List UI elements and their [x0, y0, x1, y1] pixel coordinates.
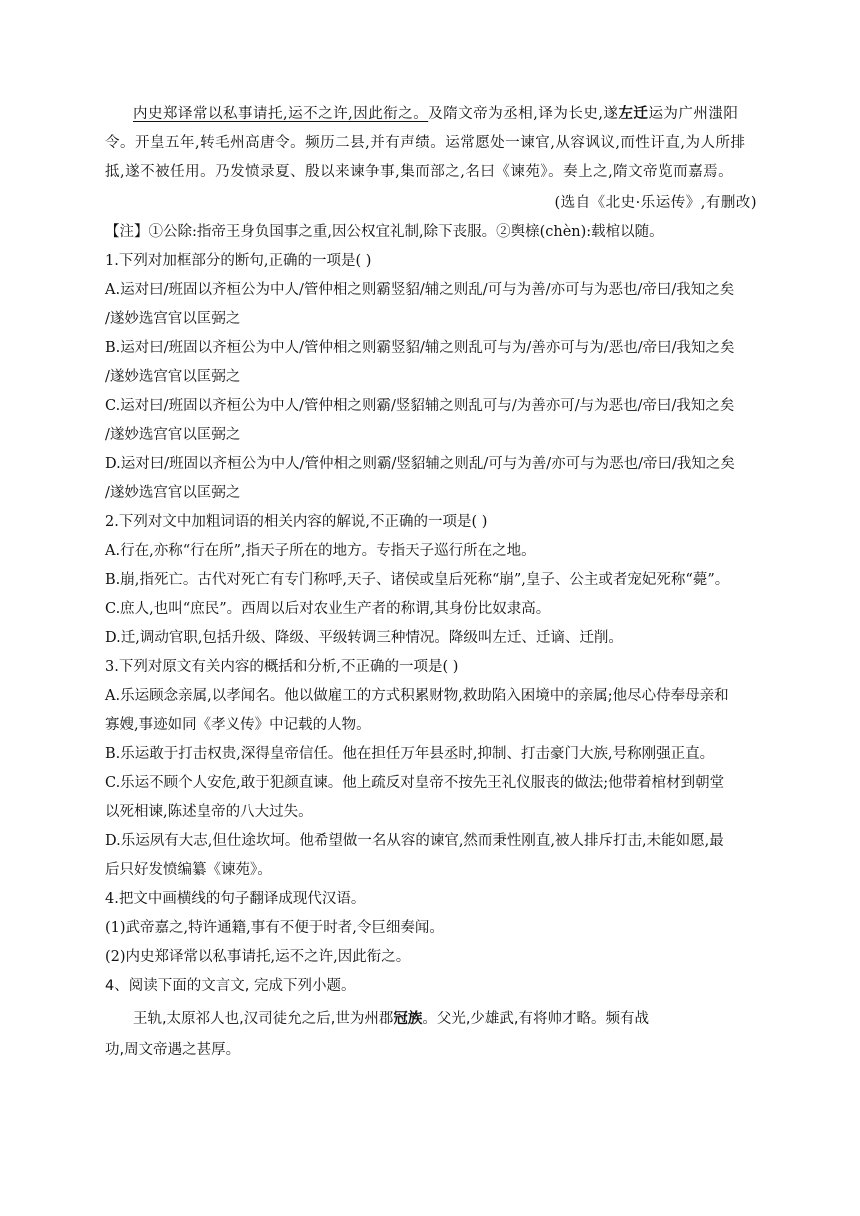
question-2-option-c: C.庶人,也叫“庶民”。西周以后对农业生产者的称谓,其身份比奴隶高。 — [105, 601, 551, 617]
question-4-stem: 4.把文中画横线的句子翻译成现代汉语。 — [105, 891, 366, 907]
passage-source: (选自《北史·乐运传》,有删改) — [554, 195, 757, 211]
passage-line: 抵,遂不被任用。乃发愤录夏、殷以来谏争事,集而部之,名曰《谏苑》。奏上之,隋文帝览而嘉焉。 — [105, 164, 734, 180]
question-3-option-a: A.乐运顾念亲属,以孝闻名。他以做雇工的方式积累财物,救助陷入困境中的亲属;他尽心侍奉母亲和 — [105, 688, 729, 704]
bold-term: 冠族 — [393, 1011, 423, 1027]
passage-line — [133, 104, 793, 124]
question-2-option-d: D.迁,调动官职,包括升级、降级、平级转调三种情况。降级叫左迁、迁谪、迁削。 — [105, 630, 623, 646]
question-3-option-a-cont: 寡嫂,事迹如同《孝义传》中记载的人物。 — [105, 717, 371, 733]
question-3-option-d: D.乐运夙有大志,但仕途坎坷。他希望做一名从容的谏官,然而秉性刚直,被人排斥打击,未能如愿,最 — [105, 833, 724, 849]
underlined-sentence: 内史郑译常以私事请托,运不之许,因此衔之。 — [133, 106, 429, 122]
section-4-passage-line — [133, 1009, 793, 1029]
question-1-option-c: C.运对曰/班固以齐桓公为中人/管仲相之则霸/竖貂辅之则乱可与/为善亦可/与为恶也/帝曰/我知之矣 — [105, 398, 735, 414]
passage-line: 令。开皇五年,转毛州高唐令。频历二县,并有声绩。运常愿处一谏官,从容讽议,而性讦直,为人所排 — [105, 135, 746, 151]
question-1-option-b: B.运对曰/班固以齐桓公为中人/管仲相之则霸竖貂/辅之则乱可与为/善亦可与为/恶也/帝曰/我知之矣 — [105, 340, 735, 356]
passage-text: 王轨,太原祁人也,汉司徒允之后,世为州郡 — [133, 1011, 394, 1027]
question-3-option-c: C.乐运不顾个人安危,敢于犯颜直谏。他上疏反对皇帝不按先王礼仪服丧的做法;他带着棺材到朝堂 — [105, 775, 725, 791]
question-1-option-c-cont: /遂妙选宫官以匡弼之 — [105, 427, 241, 443]
question-4-sentence-1: (1)武帝嘉之,特许通籍,事有不便于时者,令巨细奏闻。 — [105, 920, 444, 936]
question-1-stem: 1.下列对加框部分的断句,正确的一项是( ) — [105, 253, 372, 269]
question-2-option-a: A.行在,亦称“行在所”,指天子所在的地方。专指天子巡行所在之地。 — [105, 543, 536, 559]
passage-text: 。父光,少雄武,有将帅才略。频有战 — [422, 1011, 650, 1027]
question-1-option-d: D.运对曰/班固以齐桓公为中人/管仲相之则霸/竖貂辅之则乱/可与为善/亦可与为恶也/帝曰/我知之矣 — [105, 456, 735, 472]
section-4-title: 4、阅读下面的文言文, 完成下列小题。 — [105, 978, 356, 994]
question-1-option-a-cont: /遂妙选宫官以匡弼之 — [105, 311, 241, 327]
bold-term: 左迁 — [618, 105, 649, 122]
footnote: 【注】①公除:指帝王身负国事之重,因公权宜礼制,除下丧服。②舆榇(chèn):载棺以随。 — [105, 224, 664, 240]
question-2-stem: 2.下列对文中加粗词语的相关内容的解说,不正确的一项是( ) — [105, 514, 488, 530]
passage-text: 运为广州滍阳 — [648, 106, 739, 122]
question-3-option-d-cont: 后只好发愤编纂《谏苑》。 — [105, 862, 272, 878]
passage-text: 及隋文帝为丞相,译为长史,遂 — [428, 106, 619, 122]
question-2-option-b: B.崩,指死亡。古代对死亡有专门称呼,天子、诸侯或皇后死称“崩”,皇子、公主或者宠妃死称“薨”。 — [105, 572, 730, 588]
question-3-option-c-cont: 以死相谏,陈述皇帝的八大过失。 — [105, 804, 313, 820]
section-4-passage-line: 功,周文帝遇之甚厚。 — [105, 1042, 241, 1058]
question-3-stem: 3.下列对原文有关内容的概括和分析,不正确的一项是( ) — [105, 659, 459, 675]
question-1-option-a: A.运对曰/班固以齐桓公为中人/管仲相之则霸竖貂/辅之则乱/可与为善/亦可与为恶也/帝曰/我知之矣 — [105, 282, 735, 298]
question-1-option-d-cont: /遂妙选宫官以匡弼之 — [105, 485, 241, 501]
question-1-option-b-cont: /遂妙选宫官以匡弼之 — [105, 369, 241, 385]
question-3-option-b: B.乐运敢于打击权贵,深得皇帝信任。他在担任万年县丞时,抑制、打击豪门大族,号称刚强正直。 — [105, 746, 715, 762]
question-4-sentence-2: (2)内史郑译常以私事请托,运不之许,因此衔之。 — [105, 949, 411, 965]
